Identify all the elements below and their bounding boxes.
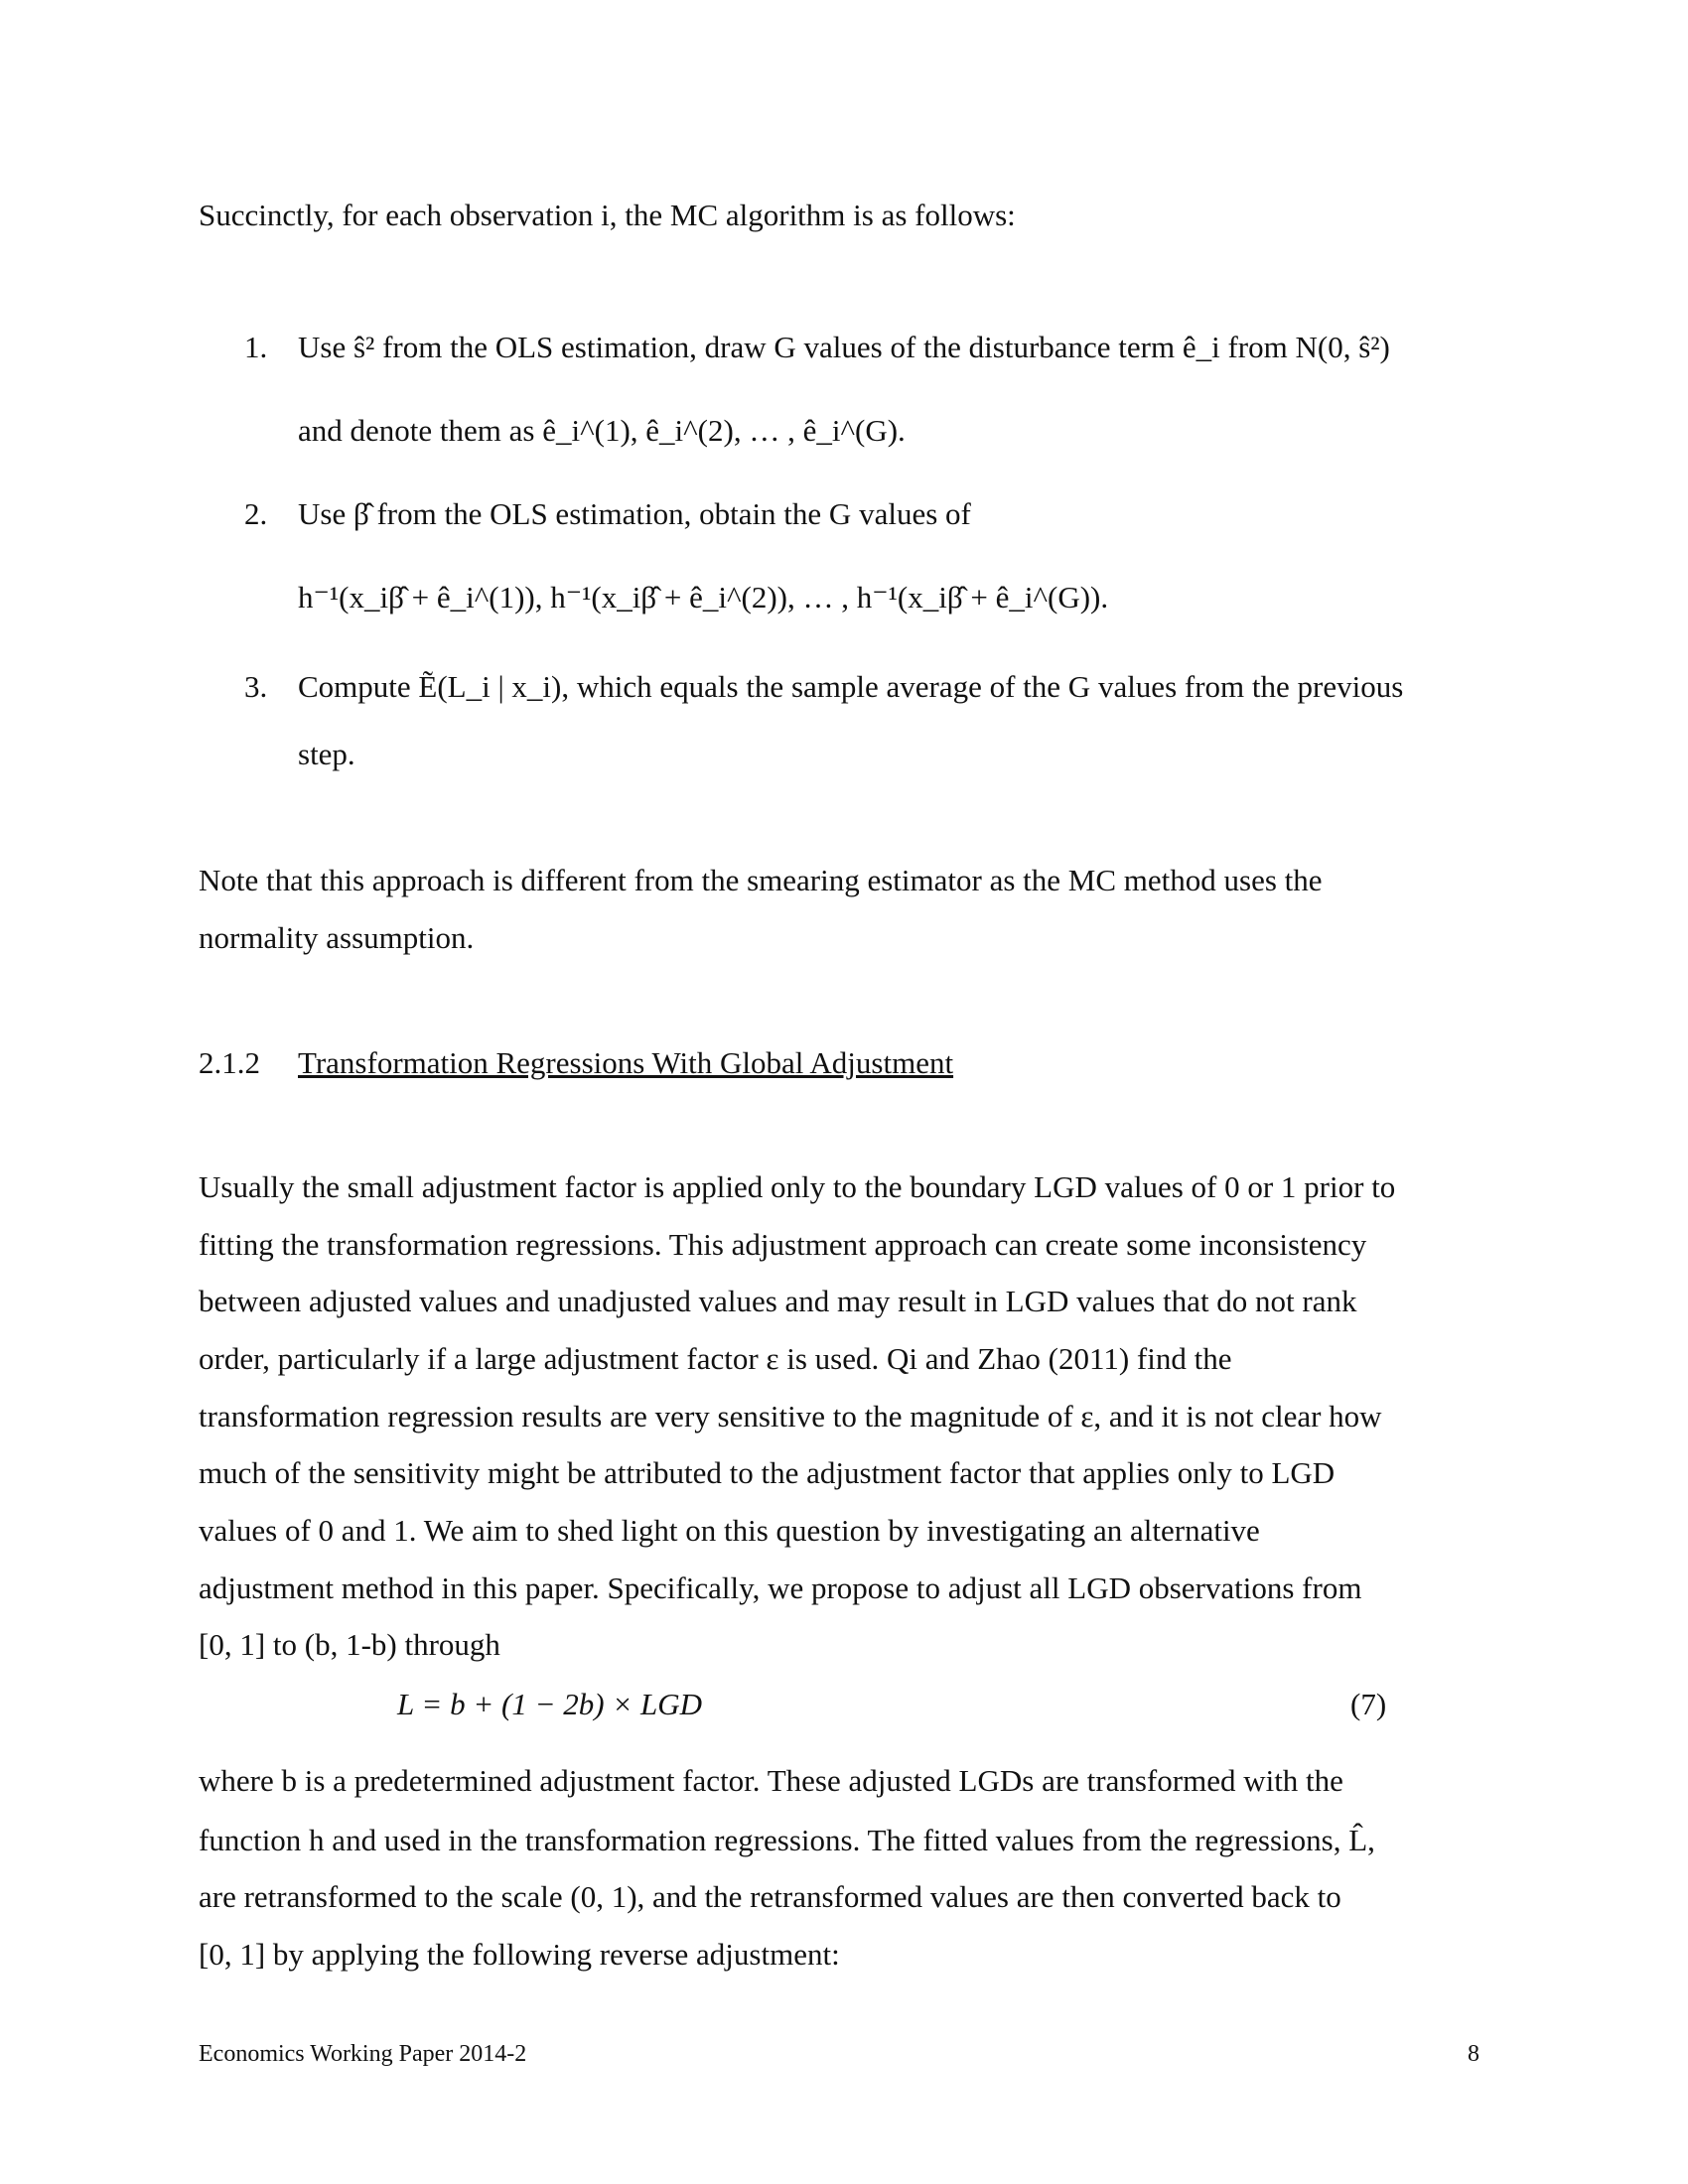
step-3-number: 3. bbox=[244, 669, 268, 704]
paragraph-line-9: [0, 1] to (b, 1-b) through bbox=[199, 1627, 500, 1662]
paragraph-line-3: between adjusted values and unadjusted values and may result in LGD values that do not rank bbox=[199, 1284, 1357, 1318]
paragraph-line-1: Usually the small adjustment factor is applied only to the boundary LGD values of 0 or 1 prior to bbox=[199, 1169, 1396, 1204]
note-line-2: normality assumption. bbox=[199, 920, 475, 955]
paragraph-line-4: order, particularly if a large adjustment factor ε is used. Qi and Zhao (2011) find the bbox=[199, 1341, 1232, 1376]
step-1-line-2: and denote them as ê_i^(1), ê_i^(2), … , ê_i^(G). bbox=[298, 413, 906, 448]
step-2-number: 2. bbox=[244, 496, 268, 531]
after-line-3: are retransformed to the scale (0, 1), and the retransformed values are then converted back to bbox=[199, 1879, 1341, 1914]
step-2-line-1: Use β̂ from the OLS estimation, obtain the G values of bbox=[298, 496, 971, 531]
step-1-line-1: Use ŝ² from the OLS estimation, draw G values of the disturbance term ê_i from N(0, ŝ²) bbox=[298, 330, 1390, 364]
step-2-formula: h⁻¹(x_iβ̂ + ê_i^(1)), h⁻¹(x_iβ̂ + ê_i^(2)), … , h⁻¹(x_iβ̂ + ê_i^(G)). bbox=[298, 580, 1109, 614]
footer-page-number: 8 bbox=[1468, 2041, 1479, 2067]
intro-text: Succinctly, for each observation i, the MC algorithm is as follows: bbox=[199, 198, 1016, 232]
paragraph-line-6: much of the sensitivity might be attributed to the adjustment factor that applies only to LGD bbox=[199, 1455, 1336, 1490]
note-line-1: Note that this approach is different from the smearing estimator as the MC method uses the bbox=[199, 863, 1323, 897]
paragraph-line-5: transformation regression results are very sensitive to the magnitude of ε, and it is not clear how bbox=[199, 1399, 1382, 1433]
step-3-line-1: Compute Ẽ(L_i | x_i), which equals the sample average of the G values from the previous bbox=[298, 669, 1404, 704]
paragraph-line-2: fitting the transformation regressions. This adjustment approach can create some inconsistency bbox=[199, 1227, 1367, 1262]
step-3-line-2: step. bbox=[298, 737, 355, 771]
equation-7-number: (7) bbox=[1350, 1687, 1387, 1721]
after-line-4: [0, 1] by applying the following reverse adjustment: bbox=[199, 1937, 840, 1972]
after-line-2: function h and used in the transformation regressions. The fitted values from the regressions, L̂, bbox=[199, 1823, 1375, 1857]
section-number: 2.1.2 bbox=[199, 1045, 260, 1080]
footer-journal: Economics Working Paper 2014-2 bbox=[199, 2041, 527, 2067]
section-title: Transformation Regressions With Global Adjustment bbox=[298, 1045, 954, 1080]
equation-7: L = b + (1 − 2b) × LGD bbox=[397, 1687, 703, 1721]
after-line-1: where b is a predetermined adjustment factor. These adjusted LGDs are transformed with the bbox=[199, 1763, 1343, 1798]
paragraph-line-7: values of 0 and 1. We aim to shed light on this question by investigating an alternative bbox=[199, 1513, 1260, 1548]
step-1-number: 1. bbox=[244, 330, 268, 364]
paragraph-line-8: adjustment method in this paper. Specifically, we propose to adjust all LGD observations from bbox=[199, 1570, 1362, 1605]
